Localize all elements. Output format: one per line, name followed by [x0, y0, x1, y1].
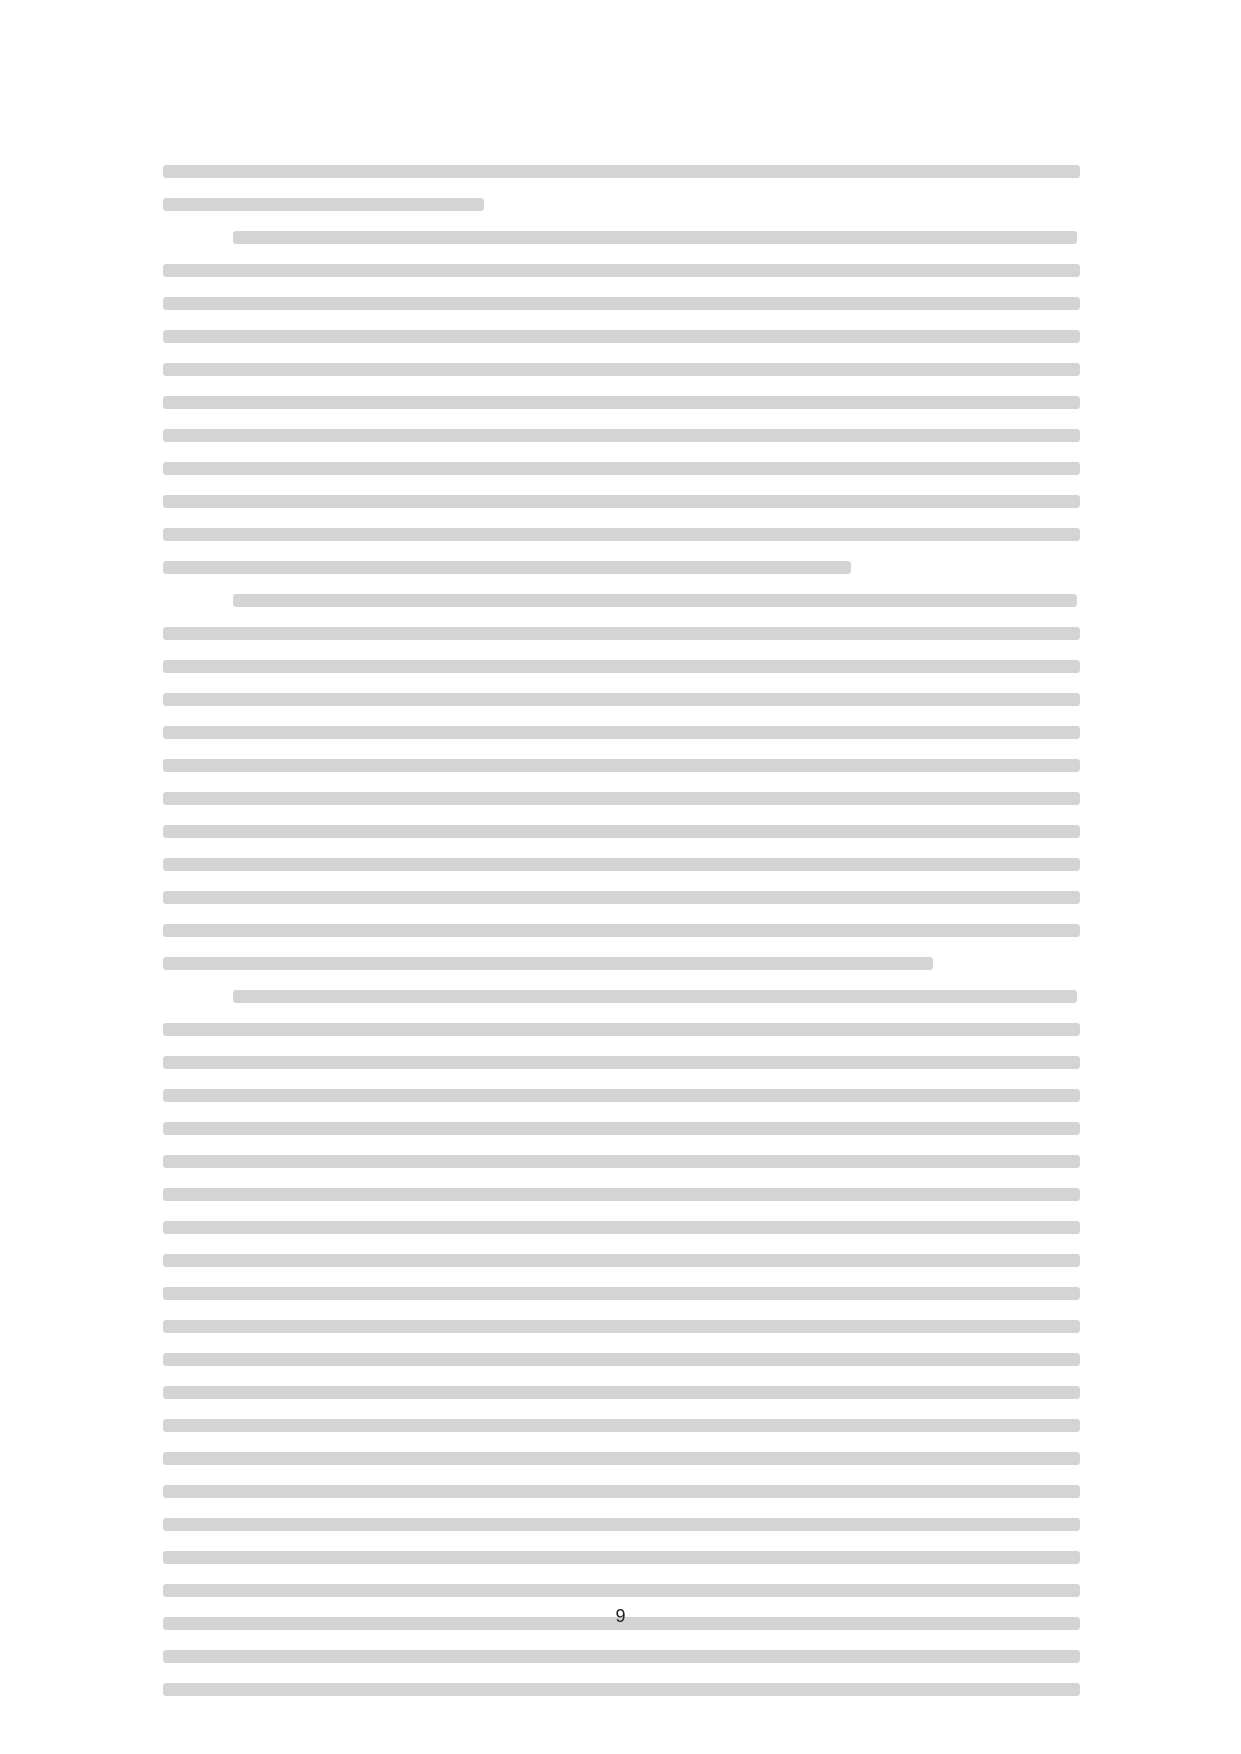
text-line-placeholder [163, 495, 1080, 508]
paragraph-1 [163, 231, 1080, 574]
text-line-placeholder [163, 1287, 1080, 1300]
text-line-placeholder [163, 165, 1080, 178]
text-line-placeholder [163, 792, 1080, 805]
paragraph-2 [163, 594, 1080, 970]
text-line-placeholder [163, 858, 1080, 871]
text-line-placeholder [233, 594, 1077, 607]
text-line-placeholder [163, 957, 933, 970]
text-line-placeholder [163, 1452, 1080, 1465]
text-line-placeholder [163, 396, 1080, 409]
text-line-placeholder [163, 198, 484, 211]
text-line-placeholder [163, 1122, 1080, 1135]
text-line-placeholder [163, 297, 1080, 310]
text-line-placeholder [163, 363, 1080, 376]
text-line-placeholder [163, 1485, 1080, 1498]
text-line-placeholder [163, 693, 1080, 706]
text-line-placeholder [163, 429, 1080, 442]
text-line-placeholder [163, 1419, 1080, 1432]
text-line-placeholder [233, 990, 1077, 1003]
text-line-placeholder [163, 1650, 1080, 1663]
text-line-placeholder [163, 1584, 1080, 1597]
text-line-placeholder [163, 330, 1080, 343]
text-line-placeholder [163, 1221, 1080, 1234]
text-line-placeholder [163, 660, 1080, 673]
text-line-placeholder [163, 1155, 1080, 1168]
paragraph-3 [163, 990, 1080, 1696]
text-line-placeholder [163, 891, 1080, 904]
text-line-placeholder [163, 1353, 1080, 1366]
text-line-placeholder [163, 1320, 1080, 1333]
page-body [163, 165, 1080, 1716]
text-line-placeholder [163, 528, 1080, 541]
text-line-placeholder [163, 726, 1080, 739]
text-line-placeholder [163, 1089, 1080, 1102]
text-line-placeholder [163, 1683, 1080, 1696]
text-line-placeholder [163, 1386, 1080, 1399]
text-line-placeholder [233, 231, 1077, 244]
text-line-placeholder [163, 264, 1080, 277]
text-line-placeholder [163, 561, 851, 574]
text-line-placeholder [163, 1188, 1080, 1201]
text-line-placeholder [163, 1551, 1080, 1564]
paragraph-continuation [163, 165, 1080, 211]
text-line-placeholder [163, 462, 1080, 475]
text-line-placeholder [163, 825, 1080, 838]
text-line-placeholder [163, 1254, 1080, 1267]
text-line-placeholder [163, 759, 1080, 772]
page-number: 9 [615, 1606, 626, 1626]
text-line-placeholder [163, 627, 1080, 640]
text-line-placeholder [163, 1056, 1080, 1069]
text-line-placeholder [163, 1518, 1080, 1531]
text-line-placeholder [163, 1023, 1080, 1036]
text-line-placeholder [163, 924, 1080, 937]
